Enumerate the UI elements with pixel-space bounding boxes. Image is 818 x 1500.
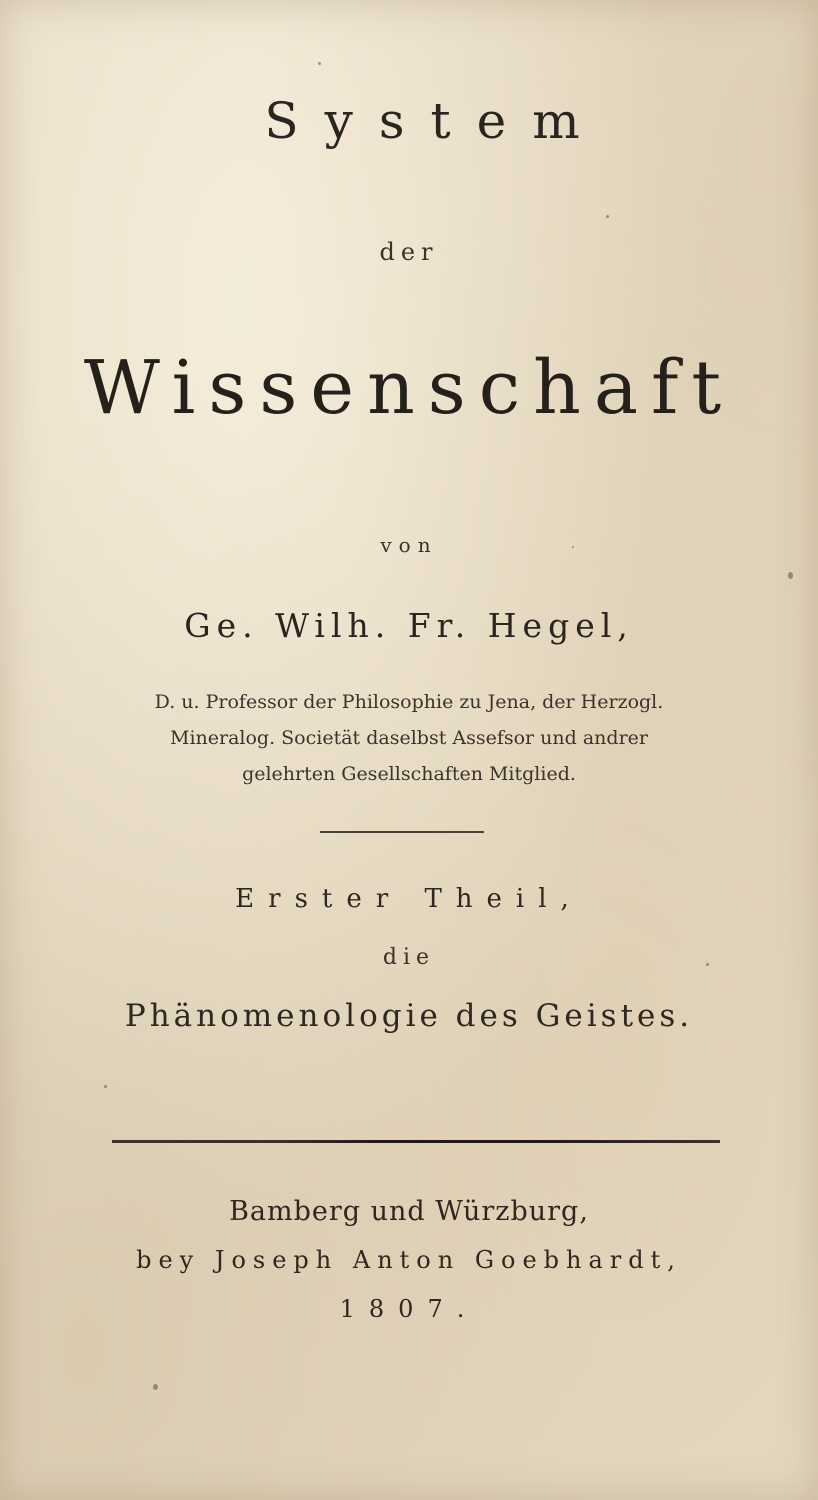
imprint-year: 1807.: [339, 1295, 479, 1323]
author-name: Ge. Wilh. Fr. Hegel,: [184, 606, 634, 645]
title-der: der: [379, 238, 439, 266]
paper-speck: [104, 1085, 107, 1088]
credentials-line: D. u. Professor der Philosophie zu Jena, der Herzogl.: [154, 691, 664, 713]
work-title: Phänomenologie des Geistes.: [124, 998, 694, 1034]
short-divider-rule: [320, 831, 484, 833]
part-label: Erster Theil,: [235, 884, 583, 914]
paper-speck: [788, 572, 793, 579]
paper-speck: [572, 546, 574, 548]
long-divider-rule: [112, 1140, 720, 1143]
imprint-publisher: bey Joseph Anton Goebhardt,: [136, 1246, 682, 1274]
title-system: System: [264, 92, 606, 150]
byline-von: von: [380, 533, 438, 557]
title-wissenschaft: Wissenschaft: [83, 345, 735, 431]
paper-speck: [606, 215, 609, 218]
paper-speck: [153, 1384, 158, 1390]
imprint-place: Bamberg und Würzburg,: [229, 1196, 589, 1227]
part-die: die: [382, 945, 436, 970]
credentials-line: gelehrten Gesellschaften Mitglied.: [242, 763, 576, 785]
author-credentials: [0, 684, 818, 792]
credentials-line: Mineralog. Societät daselbst Assefsor und andrer: [169, 727, 648, 749]
paper-speck: [318, 62, 321, 65]
paper-speck: [706, 963, 709, 966]
